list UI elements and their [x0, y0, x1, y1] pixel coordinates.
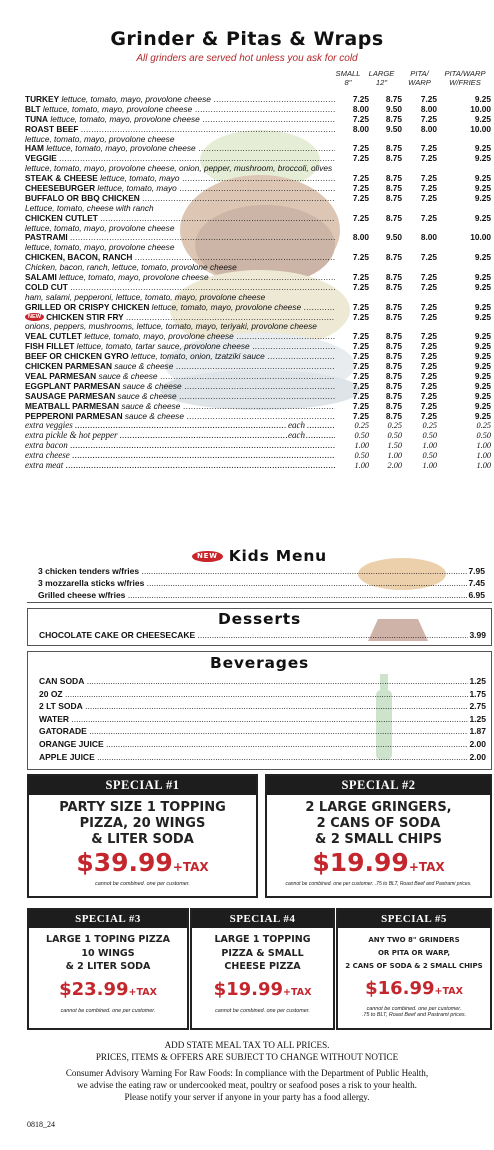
price-cell: 7.25	[420, 370, 437, 381]
special-2-card[interactable]	[265, 774, 492, 898]
tax-notice: ADD STATE MEAL TAX TO ALL PRICES.	[164, 1040, 330, 1050]
new-badge: NEW	[192, 551, 223, 562]
price-cell: 9.25	[474, 192, 491, 203]
kids-menu-title: NEW Kids Menu	[27, 547, 492, 565]
price-cell: 0.25	[387, 421, 402, 431]
price-cell: 7.25	[420, 143, 437, 154]
price-cell: 8.75	[385, 390, 402, 401]
price-cell: 10.00	[470, 103, 491, 114]
beverage-item: 20 OZ ..... 1.75	[39, 688, 486, 700]
price-cell: 7.25	[420, 311, 437, 322]
price-cell: 7.25	[420, 380, 437, 391]
price-cell: 9.25	[474, 331, 491, 342]
item-description: lettuce, tomato, mayo, provolone cheese	[25, 222, 175, 233]
extra-row: extra bacon ..... 1.00 1.50 1.00 1.00	[25, 441, 493, 451]
menu-item-row: BLT lettuce, tomato, mayo, provolone cheese ..... 8.00 9.50 8.00 10.00	[25, 105, 493, 115]
price-cell: 7.25	[420, 361, 437, 372]
price-cell: 9.25	[474, 272, 491, 283]
price-cell: 8.75	[385, 341, 402, 352]
price-cell: 9.25	[474, 301, 491, 312]
price-cell: 8.00	[352, 232, 369, 243]
beverages-title: Beverages	[209, 654, 310, 672]
price-cell: 7.25	[352, 380, 369, 391]
price-cell: 8.75	[385, 94, 402, 104]
menu-item-row: EGGPLANT PARMESAN sauce & cheese ..... 7.25 8.75 7.25 9.25	[25, 382, 493, 392]
desserts-title: Desserts	[217, 610, 302, 628]
price-cell: 9.25	[474, 143, 491, 154]
price-cell: 1.00	[354, 460, 369, 470]
price-cell: 8.75	[385, 351, 402, 362]
price-cell: 8.75	[385, 400, 402, 411]
price-cell: 7.25	[352, 94, 369, 104]
advisory-line-1: Consumer Advisory Warning For Raw Foods: In compliance with the Department of Public Health,	[65, 1068, 429, 1078]
price-cell: 7.25	[420, 192, 437, 203]
price-cell: 9.50	[385, 103, 402, 114]
price-cell: 7.25	[352, 153, 369, 164]
special-2-title: SPECIAL #2	[267, 776, 490, 795]
price-cell: 7.25	[352, 113, 369, 124]
beverage-item: APPLE JUICE ..... 2.00	[39, 751, 486, 763]
dessert-item: CHOCOLATE CAKE OR CHEESECAKE ..... 3.99	[39, 629, 486, 641]
price-cell: 0.25	[422, 421, 437, 431]
menu-item-row: GRILLED OR CRISPY CHICKEN lettuce, tomato, mayo, provolone cheese ..... 7.25 8.75 7.25 9.25	[25, 303, 493, 313]
price-cell: 7.25	[352, 301, 369, 312]
item-description: onions, peppers, mushrooms, lettuce, tomato, mayo, teriyaki, provolone cheese	[25, 321, 317, 332]
price-cell: 8.75	[385, 153, 402, 164]
price-cell: 9.25	[474, 341, 491, 352]
price-cell: 9.25	[474, 153, 491, 164]
menu-item-row: NEW CHICKEN STIR FRY ..... 7.25 8.75 7.25 9.25	[25, 313, 493, 323]
menu-item-row: CHICKEN, BACON, RANCH ..... 7.25 8.75 7.25 9.25	[25, 253, 493, 263]
item-description: Lettuce, tomato, cheese with ranch	[25, 202, 154, 213]
price-cell: 9.25	[474, 380, 491, 391]
price-cell: 7.25	[420, 212, 437, 223]
price-cell: 9.25	[474, 94, 491, 104]
price-cell: 2.00	[387, 460, 402, 470]
price-cell: 7.25	[352, 341, 369, 352]
price-cell: 0.50	[476, 431, 491, 441]
menu-item-row: CHICKEN PARMESAN sauce & cheese ..... 7.25 8.75 7.25 9.25	[25, 362, 493, 372]
price-cell: 8.75	[385, 113, 402, 124]
special-5-fine-print-2: .75 to BLT, Roast Beef and Pastrami prices.	[361, 1012, 467, 1018]
column-header-small: SMALL 8"	[335, 69, 361, 87]
item-description: lettuce, tomato, mayo, provolone cheese	[25, 133, 175, 144]
special-1-card[interactable]	[27, 774, 258, 898]
price-cell: 9.50	[385, 123, 402, 134]
price-cell: 9.25	[474, 183, 491, 194]
price-cell: 9.25	[474, 370, 491, 381]
special-1-price: $39.99+TAX	[76, 848, 209, 877]
column-header-pita-fries: PITA/WARP W/FRIES	[444, 69, 486, 87]
price-cell: 8.75	[385, 311, 402, 322]
page-subtitle: All grinders are served hot unless you ask for cold	[136, 53, 358, 64]
menu-item-row: BEEF OR CHICKEN GYRO lettuce, tomato, onion, tzatziki sauce ..... 7.25 8.75 7.25 9.25	[25, 352, 493, 362]
price-cell: 9.25	[474, 212, 491, 223]
price-cell: 10.00	[470, 123, 491, 134]
price-cell: 7.25	[352, 183, 369, 194]
price-cell: 8.75	[385, 361, 402, 372]
price-cell: 8.00	[420, 232, 437, 243]
price-cell: 7.25	[352, 281, 369, 292]
special-3-description: LARGE 1 TOPING PIZZA 10 WINGS & 2 LITER SODA	[46, 934, 170, 972]
price-cell: 7.25	[420, 301, 437, 312]
special-4-title: SPECIAL #4	[192, 910, 333, 928]
price-cell: 9.25	[474, 351, 491, 362]
price-cell: 9.50	[385, 232, 402, 243]
special-3-price: $23.99+TAX	[59, 978, 157, 1000]
price-cell: 8.00	[352, 123, 369, 134]
price-cell: 7.25	[352, 212, 369, 223]
price-cell: 7.25	[352, 361, 369, 372]
menu-item-row: SALAMI lettuce, tomato, mayo, provolone cheese ..... 7.25 8.75 7.25 9.25	[25, 273, 493, 283]
price-cell: 1.00	[354, 441, 369, 451]
special-4-description: LARGE 1 TOPPING PIZZA & SMALL CHEESE PIZZA	[214, 934, 311, 972]
price-cell: 8.75	[385, 410, 402, 421]
price-cell: 0.50	[354, 451, 369, 461]
grinders-list	[25, 95, 493, 471]
price-cell: 8.75	[385, 192, 402, 203]
special-1-fine-print: cannot be combined. one per customer.	[95, 881, 190, 887]
price-cell: 1.00	[476, 460, 491, 470]
price-cell: 8.00	[420, 103, 437, 114]
price-cell: 7.25	[420, 351, 437, 362]
price-cell: 9.25	[474, 361, 491, 372]
item-description: lettuce, tomato, mayo, provolone cheese	[25, 242, 175, 253]
price-cell: 8.00	[420, 123, 437, 134]
menu-item-row: MEATBALL PARMESAN sauce & cheese ..... 7.25 8.75 7.25 9.25	[25, 402, 493, 412]
beverage-item: WATER ..... 1.25	[39, 713, 486, 725]
beverage-item: CAN SODA ..... 1.25	[39, 675, 486, 687]
price-cell: 0.50	[422, 451, 437, 461]
price-cell: 10.00	[470, 232, 491, 243]
price-cell: 7.25	[352, 331, 369, 342]
price-cell: 7.25	[352, 351, 369, 362]
price-cell: 9.25	[474, 173, 491, 184]
extra-row: extra meat ..... 1.00 2.00 1.00 1.00	[25, 461, 493, 471]
item-description: ham, salami, pepperoni, lettuce, tomato, mayo, provolone cheese	[25, 291, 266, 302]
item-description: lettuce, tomato, mayo, provolone cheese, onion, pepper, mushroom, broccoli, olives	[25, 163, 333, 174]
special-3-title: SPECIAL #3	[29, 910, 187, 928]
price-cell: 9.25	[474, 281, 491, 292]
extra-row: extra veggies each ..... 0.25 0.25 0.25 0.25	[25, 421, 493, 431]
special-1-description: PARTY SIZE 1 TOPPING PIZZA, 20 WINGS & LITER SODA	[59, 800, 226, 847]
price-cell: 7.25	[352, 143, 369, 154]
price-cell: 1.00	[422, 460, 437, 470]
special-5-fine-print: cannot be combined. one per customer.	[366, 1006, 462, 1012]
menu-item-row: ROAST BEEF ..... 8.00 9.50 8.00 10.00	[25, 125, 493, 135]
price-cell: 8.75	[385, 331, 402, 342]
price-cell: 1.00	[387, 451, 402, 461]
extra-row: extra cheese ..... 0.50 1.00 0.50 1.00	[25, 451, 493, 461]
price-cell: 8.75	[385, 173, 402, 184]
special-5-title: SPECIAL #5	[338, 910, 490, 928]
price-cell: 9.25	[474, 410, 491, 421]
menu-item-row: FISH FILLET lettuce, tomato, tartar sauce, provolone cheese ..... 7.25 8.75 7.25 9.25	[25, 342, 493, 352]
menu-item-row: VEAL CUTLET lettuce, tomato, mayo, provolone cheese ..... 7.25 8.75 7.25 9.25	[25, 332, 493, 342]
price-cell: 8.75	[385, 272, 402, 283]
change-notice: PRICES, ITEMS & OFFERS ARE SUBJECT TO CHANGE WITHOUT NOTICE	[95, 1052, 399, 1062]
price-cell: 0.50	[354, 431, 369, 441]
price-cell: 0.50	[387, 431, 402, 441]
price-cell: 7.25	[420, 390, 437, 401]
special-2-fine-print: cannot be combined. one per customer. .75 to BLT, Roast Beef and Pastrami prices.	[285, 881, 472, 887]
price-cell: 8.75	[385, 212, 402, 223]
kids-item: 3 chicken tenders w/fries ..... 7.95	[38, 565, 485, 577]
price-cell: 7.25	[420, 252, 437, 263]
price-cell: 9.25	[474, 113, 491, 124]
price-cell: 7.25	[420, 113, 437, 124]
menu-item-row: STEAK & CHEESE lettuce, tomato, mayo ..... 7.25 8.75 7.25 9.25	[25, 174, 493, 184]
menu-item-row: TURKEY lettuce, tomato, mayo, provolone cheese ..... 7.25 8.75 7.25 9.25	[25, 95, 493, 105]
price-cell: 7.25	[420, 272, 437, 283]
menu-item-row: VEAL PARMESAN sauce & cheese ..... 7.25 8.75 7.25 9.25	[25, 372, 493, 382]
beverage-item: GATORADE ..... 1.87	[39, 725, 486, 737]
price-cell: 7.25	[352, 192, 369, 203]
price-cell: 8.75	[385, 143, 402, 154]
special-3-fine-print: cannot be combined. one per customer.	[60, 1007, 156, 1014]
price-cell: 8.75	[385, 252, 402, 263]
kids-item: 3 mozzarella sticks w/fries ..... 7.45	[38, 577, 485, 589]
price-cell: 7.25	[420, 410, 437, 421]
price-cell: 7.25	[352, 252, 369, 263]
column-header-large: LARGE 12"	[368, 69, 395, 87]
price-cell: 7.25	[352, 272, 369, 283]
price-cell: 1.00	[476, 441, 491, 451]
price-cell: 1.00	[422, 441, 437, 451]
kids-item: Grilled cheese w/fries ..... 6.95	[38, 589, 485, 601]
menu-item-row: VEGGIE ..... 7.25 8.75 7.25 9.25	[25, 154, 493, 164]
price-cell: 7.25	[352, 370, 369, 381]
menu-item-row: COLD CUT ..... 7.25 8.75 7.25 9.25	[25, 283, 493, 293]
price-cell: 0.25	[354, 421, 369, 431]
price-cell: 1.50	[387, 441, 402, 451]
special-5-description: ANY TWO 8" GRINDERS OR PITA OR WARP, 2 CANS OF SODA & 2 SMALL CHIPS	[345, 936, 483, 970]
kids-menu-section	[27, 548, 492, 603]
price-cell: 9.25	[474, 390, 491, 401]
special-3-card[interactable]	[27, 908, 189, 1030]
price-cell: 9.25	[474, 311, 491, 322]
beverage-item: ORANGE JUICE ..... 2.00	[39, 738, 486, 750]
menu-item-row: PEPPERONI PARMESAN sauce & cheese ..... 7.25 8.75 7.25 9.25	[25, 412, 493, 422]
price-cell: 7.25	[420, 94, 437, 104]
menu-item-row: TUNA lettuce, tomato, mayo, provolone cheese ..... 7.25 8.75 7.25 9.25	[25, 115, 493, 125]
menu-code: 0818_24	[27, 1120, 55, 1129]
price-cell: 7.25	[420, 331, 437, 342]
extra-row: extra pickle & hot pepper each ..... 0.50 0.50 0.50 0.50	[25, 431, 493, 441]
menu-item-row: CHEESEBURGER lettuce, tomato, mayo ..... 7.25 8.75 7.25 9.25	[25, 184, 493, 194]
price-cell: 7.25	[352, 410, 369, 421]
advisory-line-2: we advise the eating raw or undercooked meat, poultry or seafood poses a risk to your health.	[77, 1080, 417, 1090]
price-cell: 8.75	[385, 370, 402, 381]
special-4-card[interactable]	[190, 908, 335, 1030]
special-5-price: $16.99+TAX	[365, 978, 463, 999]
price-cell: 7.25	[352, 400, 369, 411]
menu-item-row: HAM lettuce, tomato, mayo, provolone cheese ..... 7.25 8.75 7.25 9.25	[25, 144, 493, 154]
desserts-section	[27, 608, 492, 646]
price-cell: 9.25	[474, 252, 491, 263]
price-cell: 8.75	[385, 380, 402, 391]
menu-item-row: SAUSAGE PARMESAN sauce & cheese ..... 7.25 8.75 7.25 9.25	[25, 392, 493, 402]
price-cell: 7.25	[420, 400, 437, 411]
price-cell: 9.25	[474, 400, 491, 411]
price-cell: 1.00	[476, 451, 491, 461]
price-cell: 7.25	[420, 183, 437, 194]
beverage-item: 2 LT SODA ..... 2.75	[39, 700, 486, 712]
price-cell: 7.25	[420, 153, 437, 164]
price-cell: 7.25	[420, 341, 437, 352]
price-cell: 7.25	[420, 173, 437, 184]
item-description: Chicken, bacon, ranch, lettuce, tomato, provolone cheese	[25, 262, 237, 273]
price-cell: 8.75	[385, 183, 402, 194]
new-badge: NEW	[25, 313, 44, 321]
menu-item-row: BUFFALO OR BBQ CHICKEN ..... 7.25 8.75 7.25 9.25	[25, 194, 493, 204]
beverages-section	[27, 651, 492, 770]
price-cell: 7.25	[352, 311, 369, 322]
special-4-fine-print: cannot be combined. one per customer.	[215, 1007, 310, 1014]
special-1-title: SPECIAL #1	[29, 776, 256, 795]
price-cell: 7.25	[352, 173, 369, 184]
special-2-price: $19.99+TAX	[312, 848, 445, 877]
menu-item-row: CHICKEN CUTLET ..... 7.25 8.75 7.25 9.25	[25, 214, 493, 224]
price-cell: 8.75	[385, 281, 402, 292]
advisory-line-3: Please notify your server if anyone in your party has a food allergy.	[124, 1092, 370, 1102]
price-cell: 8.00	[352, 103, 369, 114]
price-cell: 8.75	[385, 301, 402, 312]
price-cell: 0.25	[476, 421, 491, 431]
special-5-card[interactable]	[336, 908, 492, 1030]
column-header-pita: PITA/ WARP	[408, 69, 431, 87]
price-cell: 0.50	[422, 431, 437, 441]
special-4-price: $19.99+TAX	[213, 978, 312, 1000]
price-cell: 7.25	[420, 281, 437, 292]
page-title: Grinder & Pitas & Wraps	[110, 28, 384, 50]
special-2-description: 2 LARGE GRINGERS, 2 CANS OF SODA & 2 SMALL CHIPS	[305, 800, 452, 847]
price-cell: 7.25	[352, 390, 369, 401]
menu-item-row: PASTRAMI ..... 8.00 9.50 8.00 10.00	[25, 233, 493, 243]
